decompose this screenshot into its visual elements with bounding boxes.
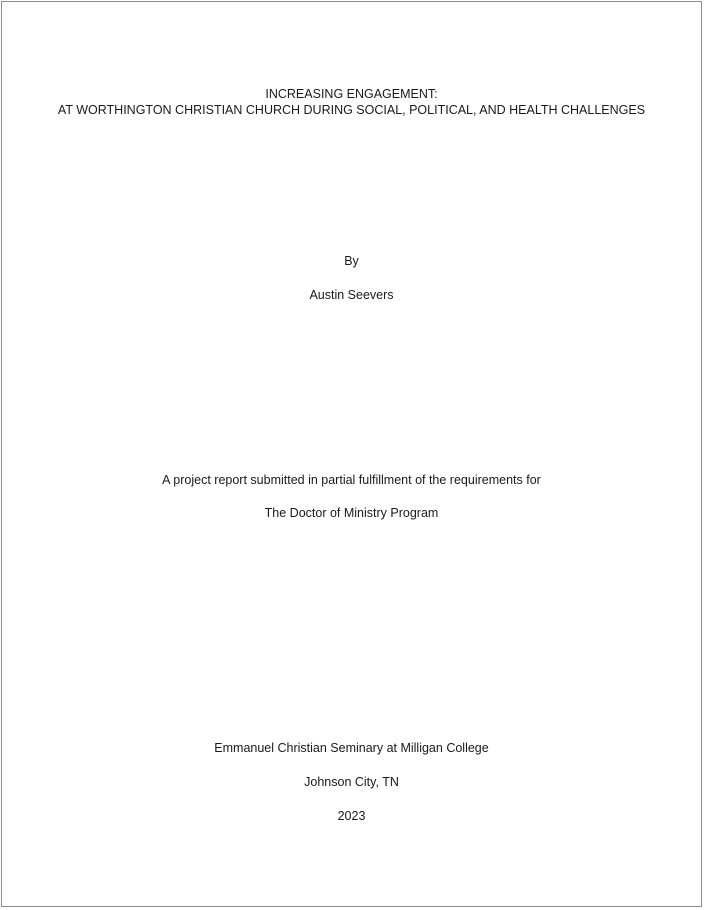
author-name: Austin Seevers [309, 288, 394, 302]
location: Johnson City, TN [304, 775, 399, 789]
title-line-1: INCREASING ENGAGEMENT: [265, 87, 438, 101]
institution-name: Emmanuel Christian Seminary at Milligan College [214, 741, 489, 755]
title-line-2: AT WORTHINGTON CHRISTIAN CHURCH DURING SOCIAL, POLITICAL, AND HEALTH CHALLENGES [57, 103, 646, 117]
document-page [1, 1, 702, 907]
by-label: By [344, 254, 359, 268]
year: 2023 [337, 809, 366, 823]
submission-statement: A project report submitted in partial fulfillment of the requirements for [162, 473, 541, 487]
program-name: The Doctor of Ministry Program [264, 506, 439, 520]
title-block [2, 86, 701, 118]
